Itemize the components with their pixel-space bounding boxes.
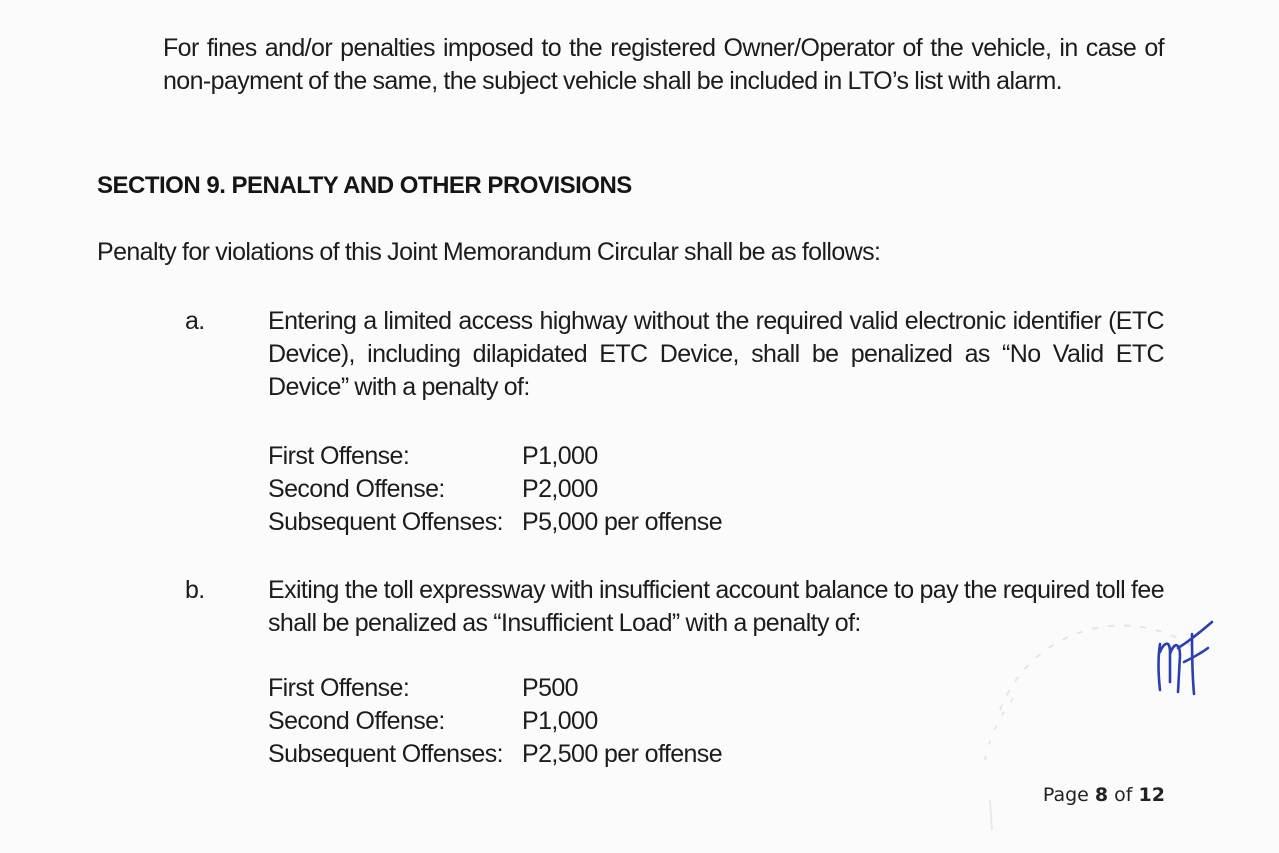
intro-paragraph: For fines and/or penalties imposed to the registered Owner/Operator of the vehicle, in case of non-payment of the same, the subject vehicle shall be included in LTO’s list with alarm. xyxy=(163,34,1164,95)
offense-label: Subsequent Offenses: xyxy=(268,740,503,768)
offense-label: Subsequent Offenses: xyxy=(268,508,503,536)
list-item-text: Exiting the toll expressway with insufficient account balance to pay the required toll fee shall be penalized as “Insufficient Load” with a penalty of: xyxy=(268,576,1164,637)
handwritten-initials-icon xyxy=(1148,612,1218,702)
penalty-amount: P2,000 xyxy=(522,475,598,503)
penalty-row xyxy=(268,473,788,506)
list-item-marker: a. xyxy=(185,307,205,335)
list-item-text: Entering a limited access highway without the required valid electronic identifier (ETC Device), including dilapidated ETC Device, shall be penalized as “No Valid ETC Device” with a penalty of: xyxy=(268,307,1164,401)
penalty-row xyxy=(268,506,788,539)
list-item-marker: b. xyxy=(185,576,205,604)
penalty-amount: P500 xyxy=(522,674,578,702)
penalty-row xyxy=(268,440,788,473)
section-intro: Penalty for violations of this Joint Memorandum Circular shall be as follows: xyxy=(97,238,881,266)
page-separator: of xyxy=(1114,784,1133,806)
total-pages: 12 xyxy=(1138,784,1165,806)
penalty-amount: P1,000 xyxy=(522,707,598,735)
penalty-row xyxy=(268,738,788,771)
penalty-table xyxy=(268,440,788,539)
penalty-row xyxy=(268,705,788,738)
page-prefix: Page xyxy=(1042,784,1089,806)
page-number xyxy=(1043,784,1165,806)
penalty-amount: P5,000 per offense xyxy=(522,508,723,536)
current-page: 8 xyxy=(1094,784,1109,806)
offense-label: First Offense: xyxy=(268,674,410,702)
offense-label: Second Offense: xyxy=(268,475,445,503)
offense-label: First Offense: xyxy=(268,442,410,470)
penalty-table xyxy=(268,672,788,771)
penalty-amount: P2,500 per offense xyxy=(522,740,723,768)
section-heading: SECTION 9. PENALTY AND OTHER PROVISIONS xyxy=(97,172,632,199)
penalty-row xyxy=(268,672,788,705)
penalty-amount: P1,000 xyxy=(522,442,598,470)
offense-label: Second Offense: xyxy=(268,707,445,735)
